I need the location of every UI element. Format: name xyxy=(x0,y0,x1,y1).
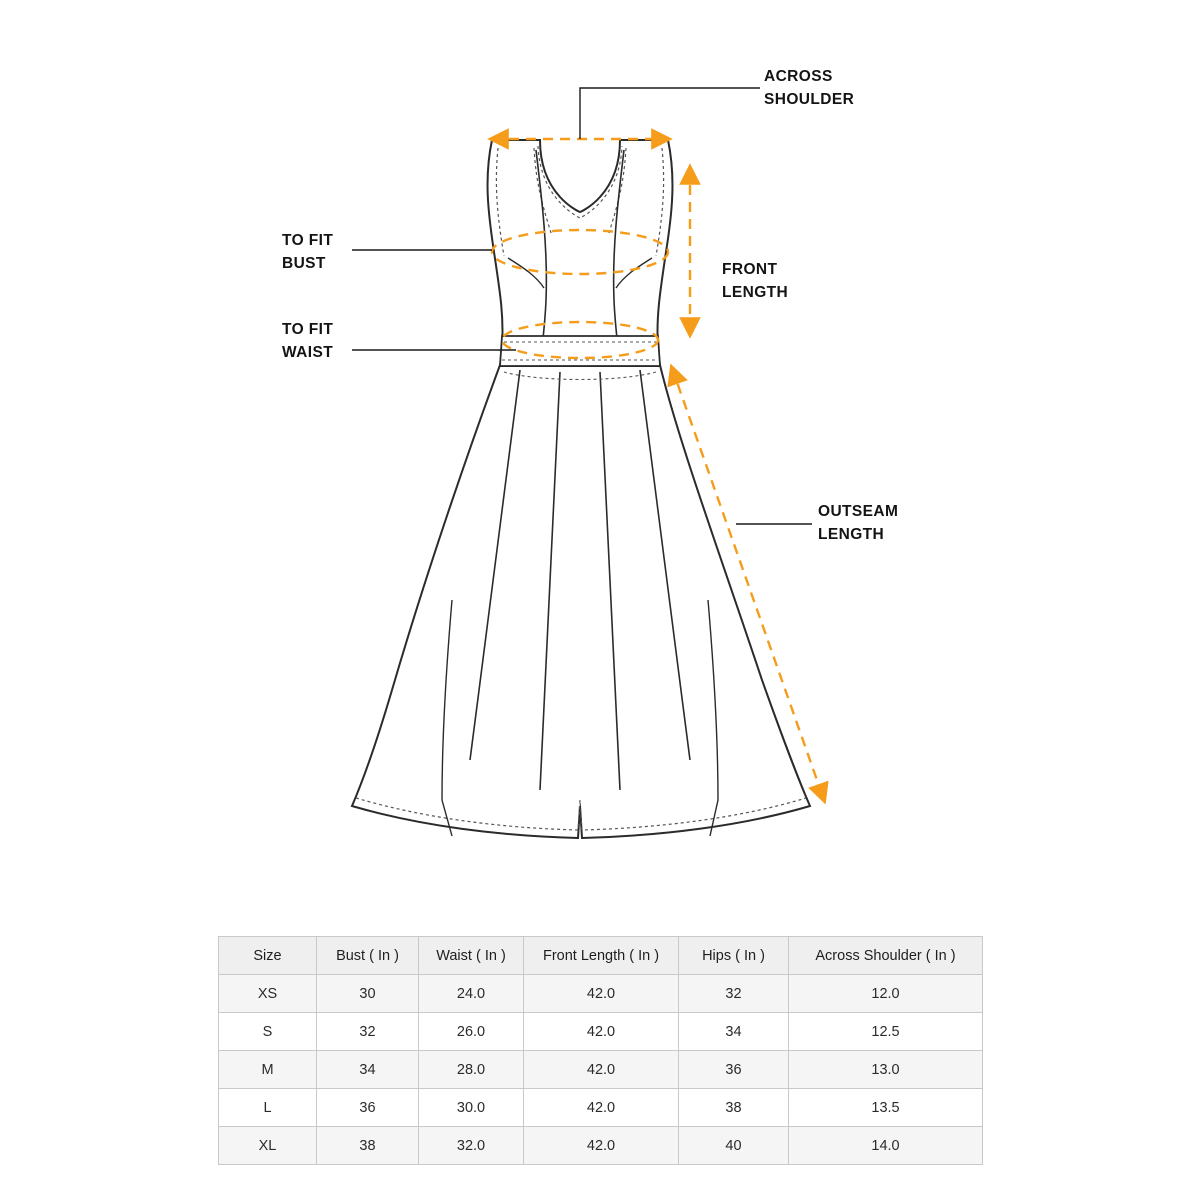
callout-to-fit-bust-line1: TO FIT xyxy=(282,232,334,249)
cell-bust: 30 xyxy=(317,975,419,1013)
cell-waist: 24.0 xyxy=(419,975,524,1013)
column-header-size: Size xyxy=(219,937,317,975)
cell-front-length: 42.0 xyxy=(524,1013,679,1051)
cell-across-shoulder: 13.0 xyxy=(789,1051,983,1089)
across-shoulder-measure xyxy=(492,88,760,139)
table-row xyxy=(219,1013,983,1051)
cell-waist: 30.0 xyxy=(419,1089,524,1127)
column-header-waist: Waist ( In ) xyxy=(419,937,524,975)
callout-to-fit-bust xyxy=(282,232,333,272)
cell-front-length: 42.0 xyxy=(524,1051,679,1089)
size-chart xyxy=(218,936,982,1165)
column-header-hips: Hips ( In ) xyxy=(679,937,789,975)
dress-illustration xyxy=(352,140,810,838)
callout-to-fit-waist-line1: TO FIT xyxy=(282,321,334,338)
cell-waist: 26.0 xyxy=(419,1013,524,1051)
callout-outseam-length-line1: OUTSEAM xyxy=(818,503,899,520)
callout-to-fit-waist xyxy=(282,321,333,361)
size-chart-table xyxy=(218,936,983,1165)
callout-across-shoulder xyxy=(764,68,854,108)
cell-front-length: 42.0 xyxy=(524,975,679,1013)
cell-across-shoulder: 13.5 xyxy=(789,1089,983,1127)
cell-across-shoulder: 14.0 xyxy=(789,1127,983,1165)
cell-size: M xyxy=(219,1051,317,1089)
cell-hips: 38 xyxy=(679,1089,789,1127)
callout-front-length xyxy=(722,261,788,301)
cell-waist: 32.0 xyxy=(419,1127,524,1165)
callout-across-shoulder-line1: ACROSS xyxy=(764,68,833,85)
cell-bust: 32 xyxy=(317,1013,419,1051)
cell-bust: 38 xyxy=(317,1127,419,1165)
callout-to-fit-bust-line2: BUST xyxy=(282,255,326,272)
table-header-row xyxy=(219,937,983,975)
cell-hips: 34 xyxy=(679,1013,789,1051)
table-row xyxy=(219,975,983,1013)
cell-hips: 36 xyxy=(679,1051,789,1089)
cell-front-length: 42.0 xyxy=(524,1127,679,1165)
column-header-across-shoulder: Across Shoulder ( In ) xyxy=(789,937,983,975)
column-header-bust: Bust ( In ) xyxy=(317,937,419,975)
cell-size: XS xyxy=(219,975,317,1013)
cell-hips: 40 xyxy=(679,1127,789,1165)
callout-front-length-line2: LENGTH xyxy=(722,284,789,301)
cell-size: XL xyxy=(219,1127,317,1165)
cell-across-shoulder: 12.0 xyxy=(789,975,983,1013)
waistband xyxy=(500,336,660,366)
column-header-front-length: Front Length ( In ) xyxy=(524,937,679,975)
cell-front-length: 42.0 xyxy=(524,1089,679,1127)
table-row xyxy=(219,1051,983,1089)
cell-waist: 28.0 xyxy=(419,1051,524,1089)
callout-front-length-line1: FRONT xyxy=(722,261,778,278)
cell-bust: 36 xyxy=(317,1089,419,1127)
cell-size: L xyxy=(219,1089,317,1127)
callout-to-fit-waist-line2: WAIST xyxy=(282,344,334,361)
callout-outseam-length xyxy=(818,503,898,543)
table-row xyxy=(219,1089,983,1127)
skirt-outline xyxy=(352,365,810,838)
bodice-outline xyxy=(488,140,673,366)
callout-outseam-length-line2: LENGTH xyxy=(818,526,885,543)
cell-across-shoulder: 12.5 xyxy=(789,1013,983,1051)
table-row xyxy=(219,1127,983,1165)
cell-hips: 32 xyxy=(679,975,789,1013)
cell-bust: 34 xyxy=(317,1051,419,1089)
callout-across-shoulder-line2: SHOULDER xyxy=(764,91,855,108)
cell-size: S xyxy=(219,1013,317,1051)
